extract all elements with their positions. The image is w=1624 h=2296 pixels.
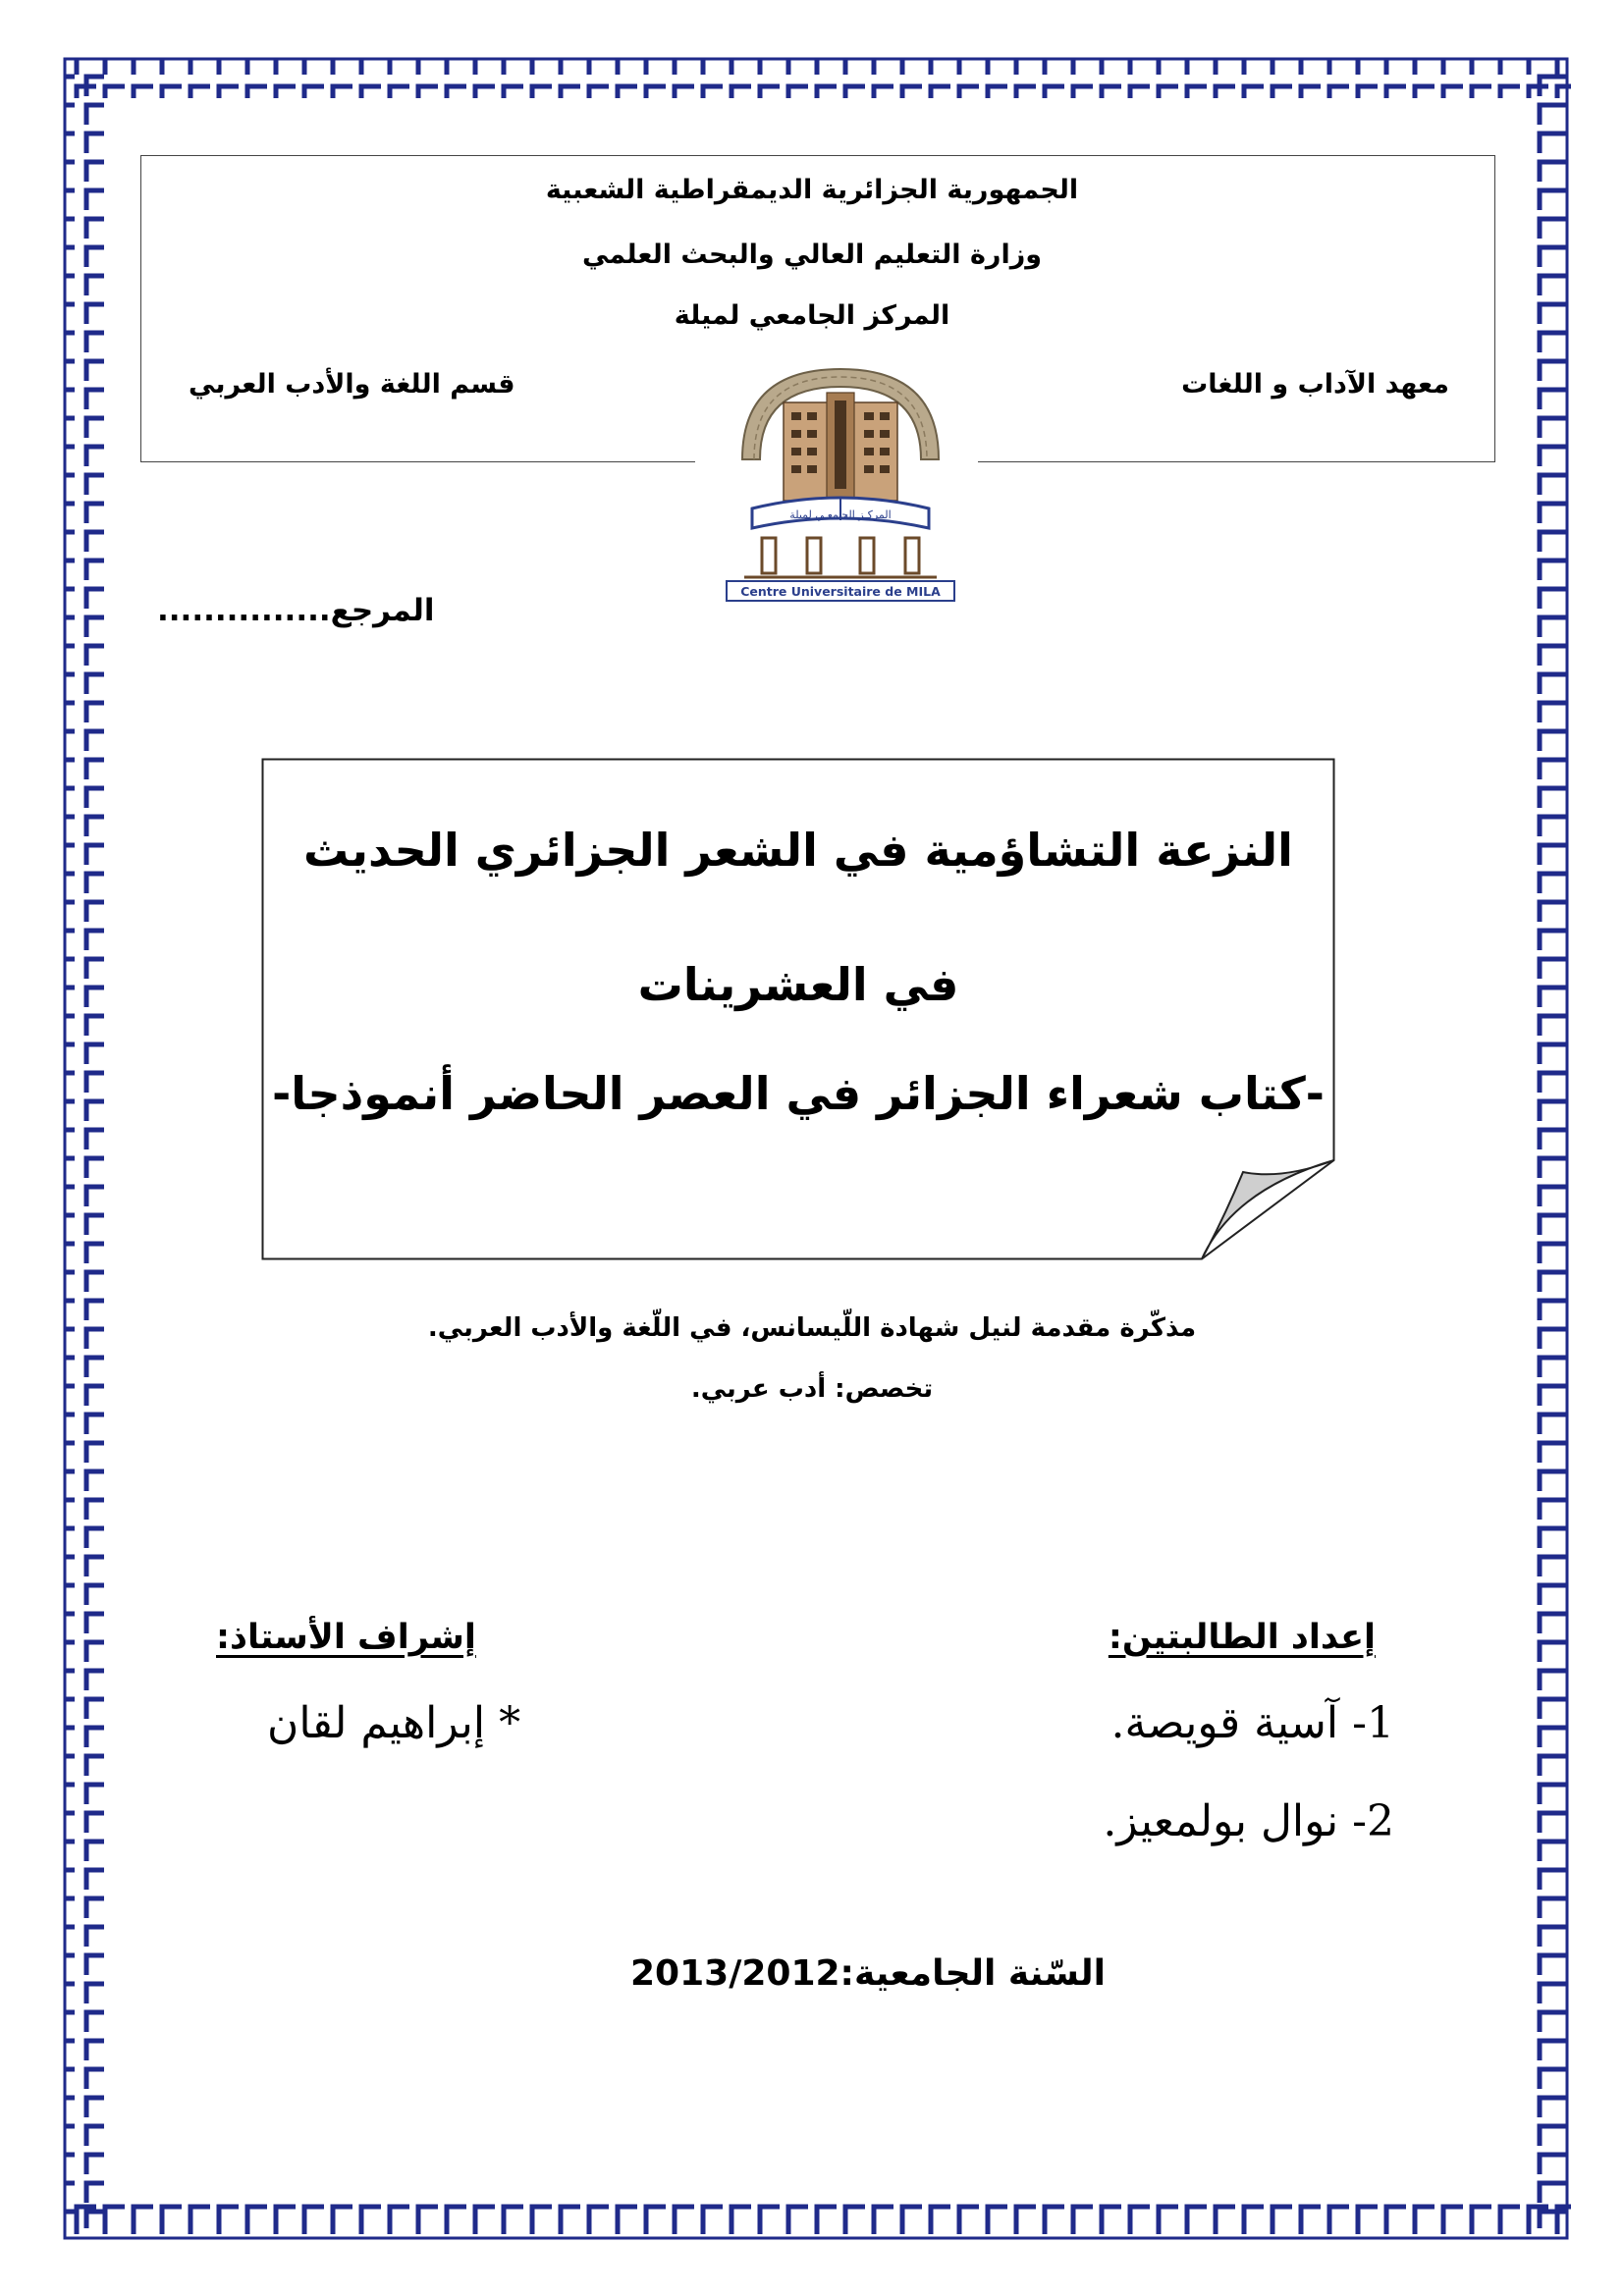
- memo-specialty: تخصص: أدب عربي.: [690, 1374, 934, 1404]
- center-name: المركز الجامعي لميلة: [674, 300, 950, 331]
- department-name: قسم اللغة والأدب العربي: [189, 369, 515, 400]
- logo-arabic-name: المركـز الجامعـي لميلة: [789, 508, 892, 521]
- reference-label: المرجع: [330, 593, 435, 628]
- ministry-name: وزارة التعليم العالي والبحث العلمي: [581, 240, 1043, 270]
- reference-line: [157, 593, 435, 628]
- student-name-2: 2- نوال بولمعيز.: [1103, 1796, 1394, 1846]
- academic-year-value: 2013/2012: [630, 1953, 840, 1994]
- logo-caption: Centre Universitaire de MILA: [740, 584, 941, 599]
- title-line-1: النزعة التشاؤمية في الشعر الجزائري الحديث: [303, 824, 1293, 877]
- reference-dots: ...............: [157, 593, 331, 628]
- university-logo: [725, 361, 956, 603]
- supervisor-heading: إشراف الأستاذ:: [216, 1618, 476, 1657]
- institute-name: معهد الآداب و اللغات: [1181, 369, 1449, 400]
- academic-year: [630, 1953, 1106, 1994]
- academic-year-label: السّنة الجامعية:: [839, 1953, 1106, 1994]
- memo-description: مذكّرة مقدمة لنيل شهادة اللّيسانس، في اللّغة والأدب العربي.: [427, 1313, 1197, 1343]
- title-line-3: -كتاب شعراء الجزائر في العصر الحاضر أنموذجا-: [272, 1067, 1325, 1120]
- supervisor-name: * إبراهيم لقان: [267, 1698, 521, 1748]
- student-name-1: 1- آسية قويصة.: [1110, 1698, 1394, 1748]
- students-heading: إعداد الطالبتين:: [1108, 1618, 1376, 1657]
- country-name: الجمهورية الجزائرية الديمقراطية الشعبية: [545, 175, 1079, 205]
- title-line-2: في العشرينات: [637, 958, 959, 1011]
